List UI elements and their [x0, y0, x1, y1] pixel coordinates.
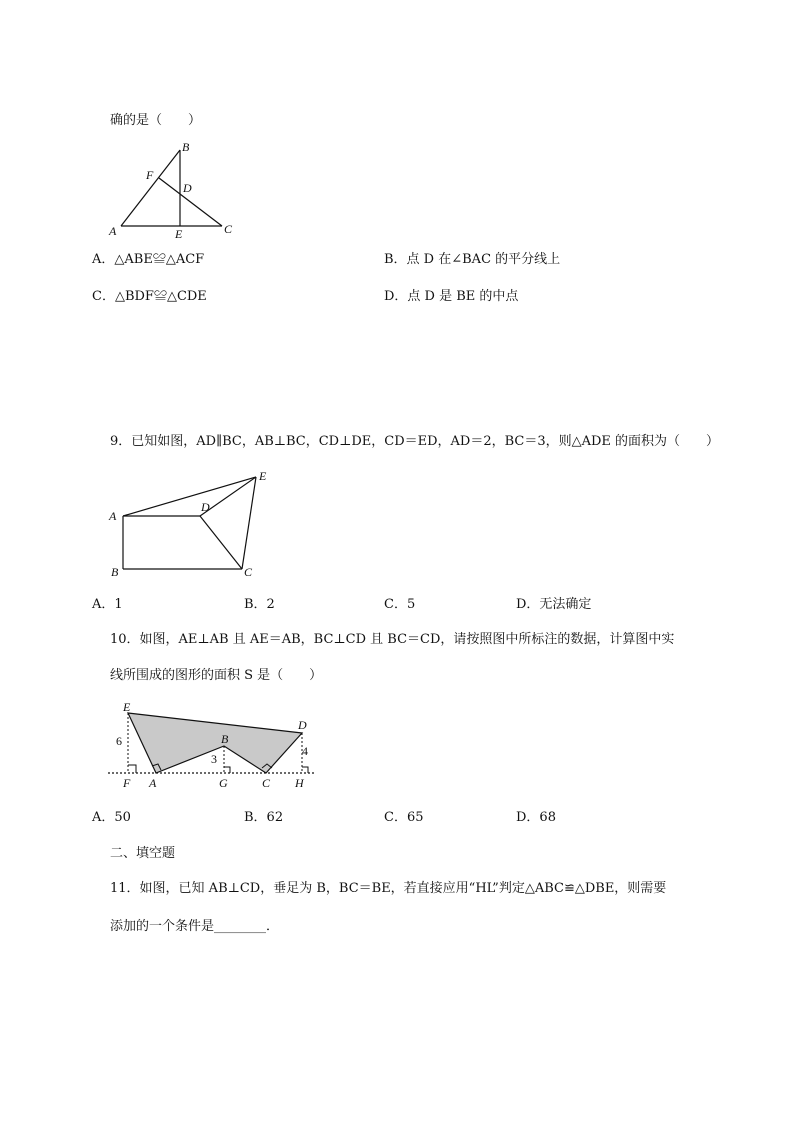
q9-option-c[interactable]: C．5	[384, 597, 416, 612]
q9-stem: 9．已知如图，AD∥BC，AB⊥BC，CD⊥DE，CD＝ED，AD＝2，BC＝3，则△ADE 的面积为（ ）	[110, 434, 720, 449]
q9-option-d[interactable]: D．无法确定	[516, 597, 592, 612]
q11-stem-line2: 添加的一个条件是________．	[110, 919, 280, 934]
q10-label-d: D	[298, 718, 307, 732]
q8-label-e: E	[175, 227, 183, 241]
q10-option-b[interactable]: B．62	[244, 810, 284, 825]
q10-label-e: E	[123, 700, 131, 714]
q8-option-d[interactable]: D．点 D 是 BE 的中点	[384, 289, 519, 304]
q9-label-d: D	[201, 500, 210, 514]
q11-stem-line1: 11．如图，已知 AB⊥CD，垂足为 B，BC＝BE，若直接应用“HL”判定△ABC≌△DBE，则需要	[110, 881, 667, 896]
q9-label-c: C	[244, 565, 253, 579]
section-title-fill-in: 二、填空题	[110, 846, 176, 861]
q8-label-b: B	[182, 140, 190, 154]
q9-option-b[interactable]: B．2	[244, 597, 275, 612]
q10-option-a[interactable]: A．50	[92, 810, 131, 825]
q8-option-c[interactable]: C．△BDF≌△CDE	[92, 289, 207, 304]
q8-stem-tail: 确的是（ ）	[110, 113, 202, 128]
q8-label-a: A	[109, 224, 117, 238]
q10-label-c: C	[262, 776, 271, 790]
q8-label-d: D	[183, 181, 192, 195]
q8-label-c: C	[224, 222, 233, 236]
q10-option-c[interactable]: C．65	[384, 810, 424, 825]
q9-label-a: A	[109, 509, 117, 523]
q8-option-b[interactable]: B．点 D 在∠BAC 的平分线上	[384, 252, 561, 267]
q10-label-f: F	[123, 776, 131, 790]
q9-option-a[interactable]: A．1	[92, 597, 123, 612]
q10-stem-line1: 10．如图，AE⊥AB 且 AE＝AB，BC⊥CD 且 BC＝CD，请按照图中所标注的数据，计算图中实	[110, 632, 675, 647]
q9-label-b: B	[111, 565, 119, 579]
q10-label-6: 6	[116, 734, 122, 748]
q10-label-g: G	[219, 776, 228, 790]
q9-label-e: E	[259, 469, 267, 483]
q8-label-f: F	[146, 168, 154, 182]
q8-option-a[interactable]: A．△ABE≌△ACF	[92, 252, 205, 267]
q10-option-d[interactable]: D．68	[516, 810, 556, 825]
q10-label-a: A	[149, 776, 157, 790]
q10-label-4: 4	[302, 744, 308, 758]
q10-label-b: B	[221, 732, 229, 746]
q10-stem-line2: 线所围成的图形的面积 S 是（ ）	[110, 668, 323, 683]
q10-label-h: H	[295, 776, 304, 790]
q10-label-3: 3	[211, 752, 217, 766]
